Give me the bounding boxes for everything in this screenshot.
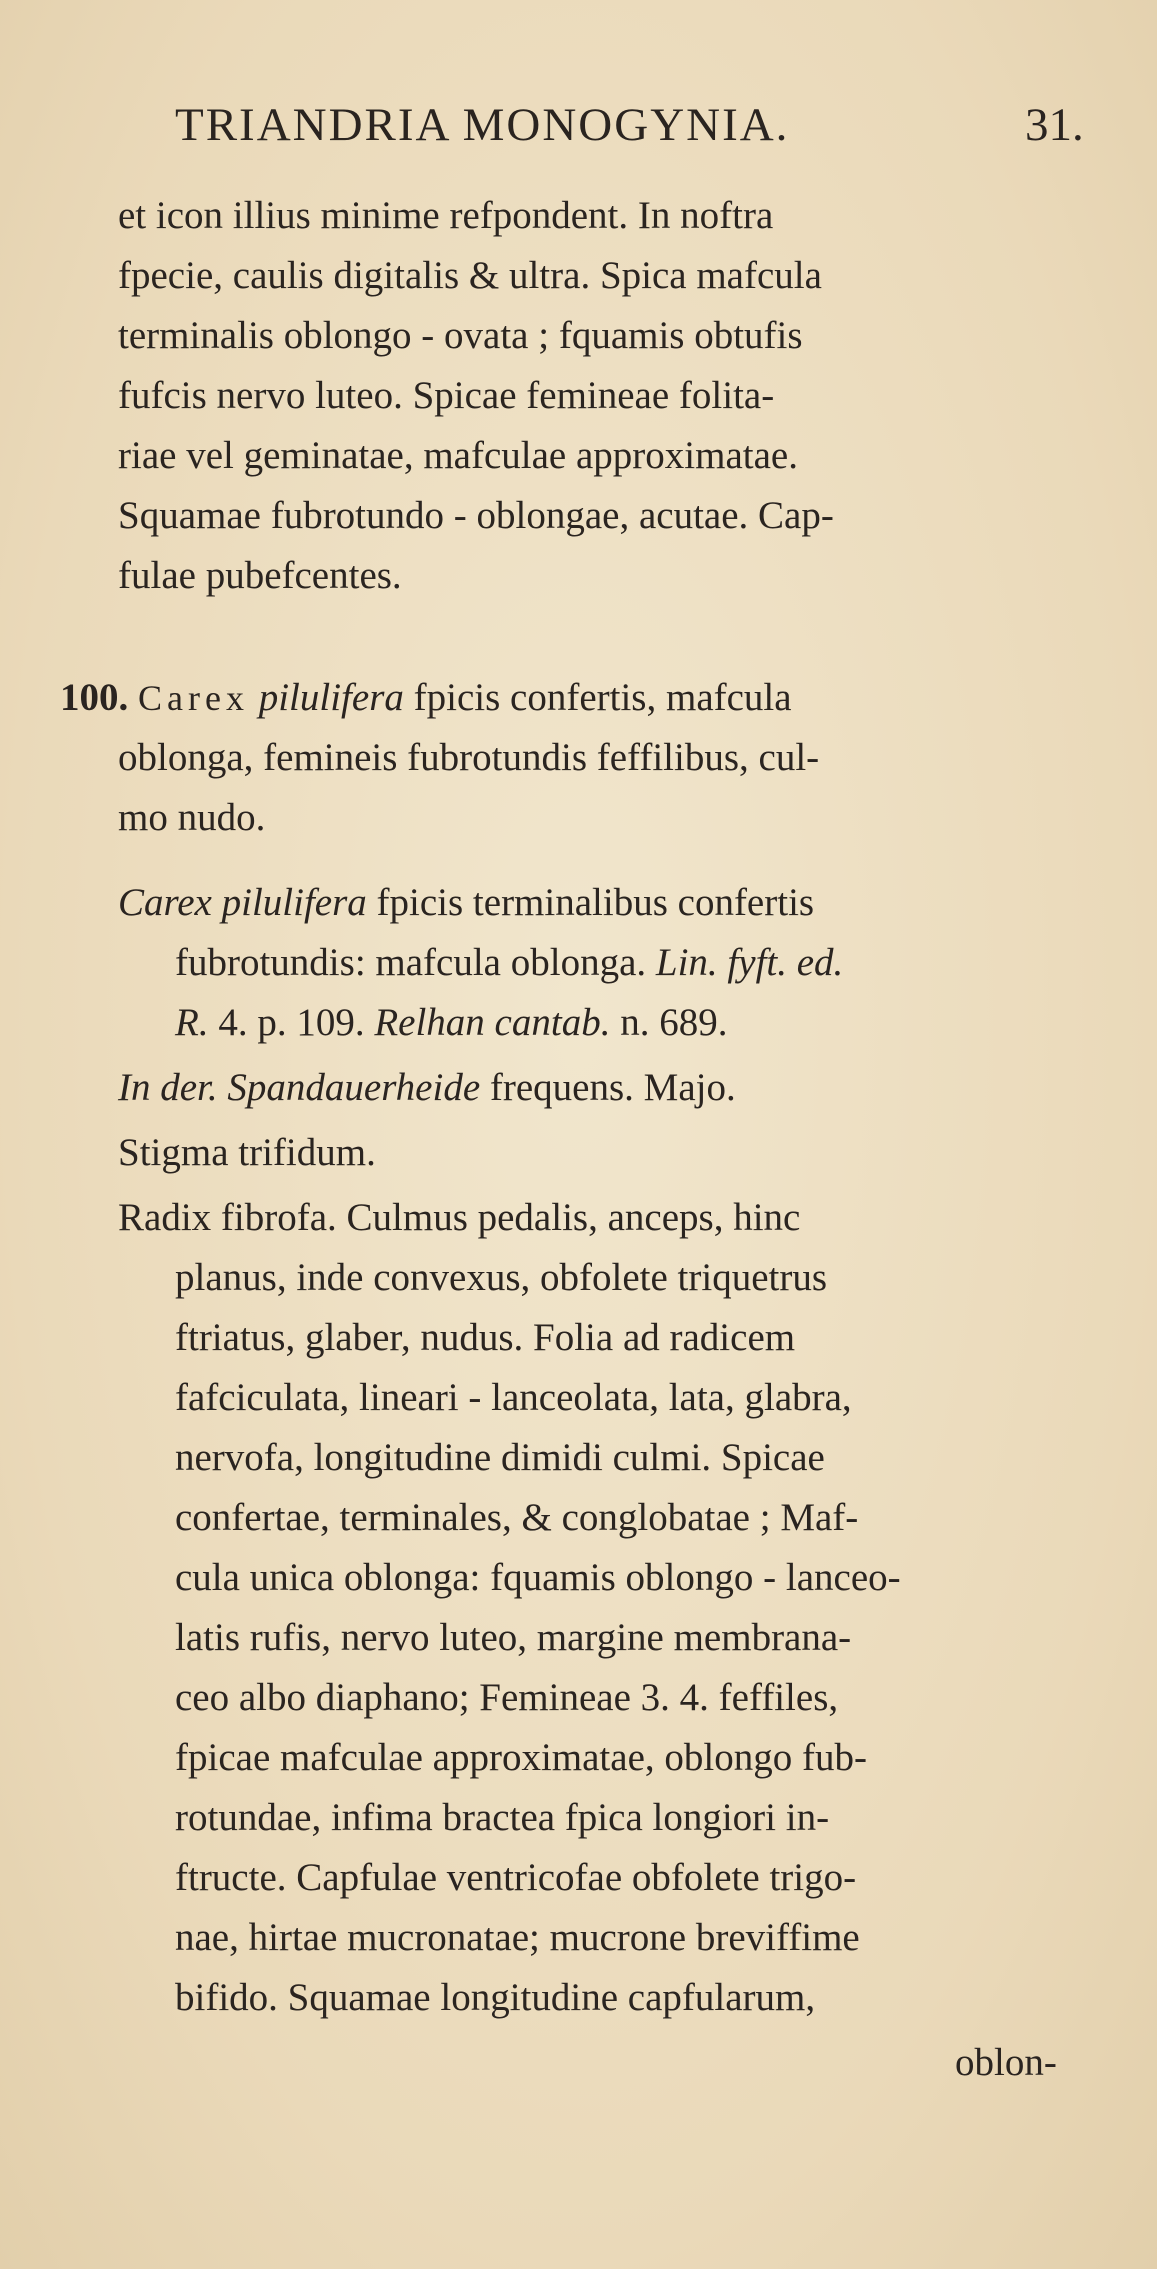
text-line: fpecie, caulis digitalis & ultra. Spica mafcula: [118, 254, 822, 297]
text-line: fufcis nervo luteo. Spicae femineae folita-: [118, 374, 775, 417]
species-name: pilulifera: [258, 676, 404, 719]
text-line: Squamae fubrotundo - oblongae, acutae. Cap-: [118, 494, 834, 537]
entry-number: 100.: [60, 676, 129, 719]
text-line: terminalis oblongo - ovata ; fquamis obtufis: [118, 314, 803, 357]
page-number: 31.: [1025, 99, 1084, 151]
text-line: ceo albo diaphano; Femineae 3. 4. feffiles,: [175, 1676, 839, 1719]
text-line: ftructe. Capfulae ventricofae obfolete trigo-: [175, 1856, 857, 1899]
synonym-line: [175, 995, 727, 1051]
text-line: rotundae, infima bractea fpica longiori in-: [175, 1796, 830, 1839]
text-line: Stigma trifidum.: [118, 1131, 376, 1174]
text-span: fpicis confertis, mafcula: [413, 676, 792, 719]
text-span: n. 689.: [620, 1001, 728, 1044]
catchword: oblon-: [955, 2041, 1057, 2084]
synonym-line: [118, 875, 814, 931]
text-line: riae vel geminatae, mafculae approximatae.: [118, 434, 798, 477]
reference-citation: R.: [175, 1001, 209, 1044]
text-line: et icon illius minime refpondent. In noftra: [118, 194, 774, 237]
text-line: confertae, terminales, & conglobatae ; Maf-: [175, 1496, 859, 1539]
synonym-name: Carex pilulifera: [118, 881, 367, 924]
text-line: latis rufis, nervo luteo, margine membrana-: [175, 1616, 852, 1659]
text-line: ftriatus, glaber, nudus. Folia ad radicem: [175, 1316, 796, 1359]
genus-name: Carex: [138, 678, 249, 718]
text-span: fubrotundis: mafcula oblonga.: [175, 941, 647, 984]
text-span: fpicis terminalibus confertis: [376, 881, 815, 924]
synonym-line: [175, 935, 843, 991]
running-head: TRIANDRIA MONOGYNIA.: [175, 99, 790, 151]
text-line: fpicae mafculae approximatae, oblongo fub-: [175, 1736, 867, 1779]
text-line: Radix fibrofa. Culmus pedalis, anceps, hinc: [118, 1196, 801, 1239]
text-line: fafciculata, lineari - lanceolata, lata, glabra,: [175, 1376, 852, 1419]
text-line: bifido. Squamae longitudine capfularum,: [175, 1976, 816, 2019]
species-entry-heading: [60, 670, 792, 726]
text-line: oblonga, femineis fubrotundis feffilibus, cul-: [118, 736, 820, 779]
habitat-line: [118, 1060, 736, 1116]
locality-name: In der. Spandauerheide: [118, 1066, 481, 1109]
text-line: nervofa, longitudine dimidi culmi. Spicae: [175, 1436, 825, 1479]
reference-citation: Relhan cantab.: [374, 1001, 611, 1044]
text-line: fulae pubefcentes.: [118, 554, 402, 597]
text-line: mo nudo.: [118, 796, 266, 839]
page-header: [0, 95, 1157, 155]
text-line: nae, hirtae mucronatae; mucrone breviffime: [175, 1916, 860, 1959]
text-span: frequens. Majo.: [489, 1066, 736, 1109]
text-line: planus, inde convexus, obfolete triquetrus: [175, 1256, 828, 1299]
reference-citation: Lin. fyft. ed.: [655, 941, 844, 984]
text-span: 4. p. 109.: [218, 1001, 365, 1044]
text-line: cula unica oblonga: fquamis oblongo - lanceo-: [175, 1556, 901, 1599]
